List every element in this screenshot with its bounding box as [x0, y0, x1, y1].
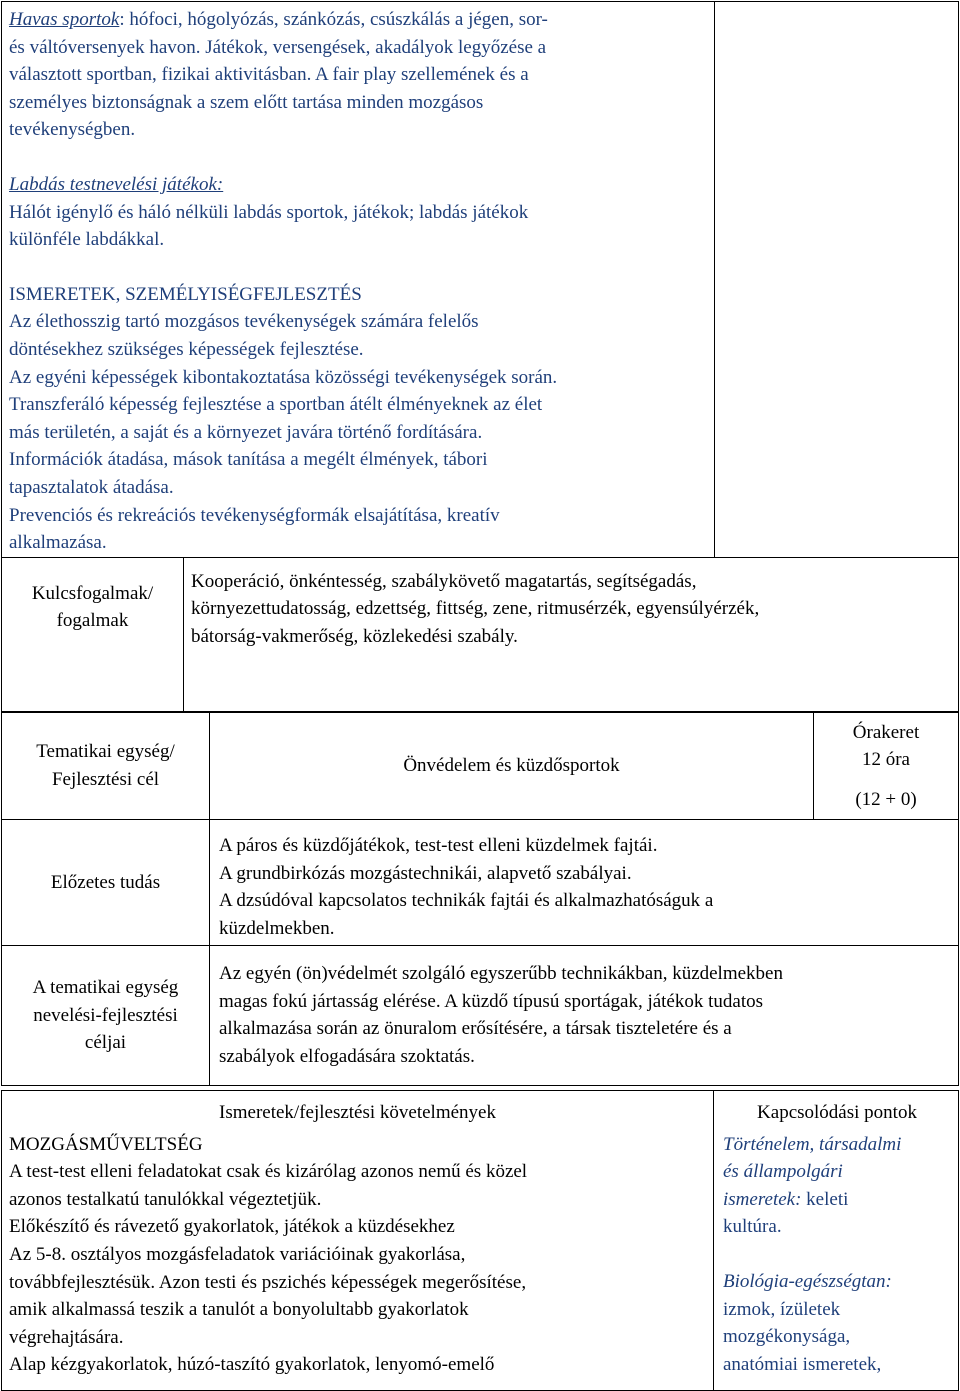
kulcsfogalmak-label-cell — [2, 557, 184, 711]
elozetes-label: Előzetes tudás — [50, 871, 161, 893]
celjai-label-cell — [2, 946, 210, 1086]
empty-cell — [715, 2, 959, 558]
labdas-line: különféle labdákkal. — [9, 229, 165, 251]
celjai-label: A tematikai egység — [32, 977, 179, 999]
celjai-line: Az egyén (ön)védelmét szolgáló egyszerűbb technikákban, küzdelmekben — [219, 963, 783, 984]
kulcsfogalmak-label: fogalmak — [56, 610, 129, 632]
unit-title: Önvédelem és küzdősportok — [403, 755, 620, 777]
havas-line: és váltóversenyek havon. Játékok, versengések, akadályok legyőzése a — [9, 36, 547, 58]
elozetes-content — [210, 820, 959, 946]
labdas-title: Labdás testnevelési játékok: — [9, 173, 224, 195]
labdas-line: Hálót igénylő és háló nélküli labdás sportok, játékok; labdás játékok — [9, 201, 529, 223]
elozetes-line: A grundbirkózás mozgástechnikái, alapvető szabályai. — [219, 862, 632, 884]
elozetes-line: A páros és küzdőjátékok, test-test elleni küzdelmek fajtái. — [219, 835, 658, 856]
connection-biology-line: anatómiai ismeretek, — [723, 1353, 882, 1375]
mozgas-line: A test-test elleni feladatokat csak és kizárólag azonos nemű és közel — [9, 1161, 528, 1183]
kulcsfogalmak-line: bátorság-vakmerőség, közlekedési szabály. — [191, 625, 518, 647]
requirements-cell — [2, 1091, 714, 1391]
havas-text: : hófoci, hógolyózás, szánkózás, csúszkálás a jégen, sor- — [119, 9, 548, 30]
connection-history-text: kultúra. — [723, 1216, 782, 1238]
content-cell — [2, 2, 715, 558]
ismeretek-line: más területén, a saját és a környezet javára történő fordítására. — [9, 421, 483, 443]
connection-biology: Biológia-egészségtan: — [723, 1270, 892, 1292]
celjai-line: magas fokú jártasság elérése. A küzdő típusú sportágak, játékok tudatos — [219, 990, 764, 1012]
orakeret-split: (12 + 0) — [855, 788, 917, 810]
connection-history: és állampolgári — [723, 1161, 843, 1183]
requirements-header: Ismeretek/fejlesztési követelmények — [219, 1102, 496, 1123]
havas-line: személyes biztonságnak a szem előtt tartása minden mozgásos — [9, 91, 484, 113]
connections-header: Kapcsolódási pontok — [757, 1102, 917, 1123]
mozgas-line: azonos testalkatú tanulókkal végeztetjük. — [9, 1188, 322, 1210]
celjai-line: alkalmazása során az önuralom erősítésére, a társak tiszteletére és a — [219, 1018, 732, 1040]
curriculum-table-1 — [1, 1, 959, 712]
mozgas-line: Előkészítő és rávezető gyakorlatok, játékok a küzdésekhez — [9, 1216, 455, 1238]
kulcsfogalmak-label: Kulcsfogalmak/ — [31, 582, 154, 604]
unit-title-cell — [210, 713, 814, 820]
ismeretek-line: Az egyéni képességek kibontakoztatása közösségi tevékenységek során. — [9, 366, 558, 388]
elozetes-line: küzdelmekben. — [219, 917, 335, 939]
orakeret-label: Órakeret — [852, 721, 920, 743]
ismeretek-line: Információk átadása, mások tanítása a megélt élmények, tábori — [9, 449, 488, 471]
orakeret-value: 12 óra — [861, 749, 910, 771]
connection-biology-line: mozgékonysága, — [723, 1326, 851, 1348]
mozgas-line: továbbfejlesztésük. Azon testi és pszichés képességek megerősítése, — [9, 1271, 527, 1293]
connection-history-text: keleti — [801, 1188, 849, 1210]
celjai-line: szabályok elfogadására szoktatás. — [219, 1045, 475, 1067]
elozetes-line: A dzsúdóval kapcsolatos technikák fajtái és alkalmazhatóságuk a — [219, 890, 714, 912]
curriculum-table-3 — [1, 1090, 959, 1391]
tematikai-label-cell — [2, 713, 210, 820]
kulcsfogalmak-content — [184, 557, 959, 711]
mozgas-line: végrehajtására. — [9, 1326, 124, 1348]
tematikai-label: Fejlesztési cél — [51, 769, 160, 790]
mozgas-title: MOZGÁSMŰVELTSÉG — [9, 1133, 203, 1155]
ismeretek-line: Prevenciós és rekreációs tevékenységformák elsajátítása, kreatív — [9, 504, 500, 526]
orakeret-cell — [814, 713, 959, 820]
ismeretek-title: ISMERETEK, SZEMÉLYISÉGFEJLESZTÉS — [9, 283, 362, 305]
mozgas-line: Alap kézgyakorlatok, húzó-taszító gyakorlatok, lenyomó-emelő — [9, 1354, 495, 1376]
ismeretek-line: alkalmazása. — [9, 532, 107, 554]
mozgas-line: amik alkalmassá teszik a tanulót a bonyolultabb gyakorlatok — [9, 1299, 469, 1321]
connections-cell — [714, 1091, 959, 1391]
celjai-content — [210, 946, 959, 1086]
kulcsfogalmak-line: környezettudatosság, edzettség, fittség, zene, ritmusérzék, egyensúlyérzék, — [191, 598, 760, 620]
celjai-label: céljai — [84, 1032, 127, 1054]
havas-title: Havas sportok — [9, 9, 120, 30]
connection-history: ismeretek: — [723, 1188, 802, 1210]
tematikai-label: Tematikai egység/ — [36, 741, 175, 763]
kulcsfogalmak-line: Kooperáció, önkéntesség, szabálykövető magatartás, segítségadás, — [191, 570, 697, 592]
connection-biology-line: izmok, ízületek — [723, 1298, 841, 1320]
celjai-label: nevelési-fejlesztési — [33, 1004, 178, 1026]
connection-history: Történelem, társadalmi — [723, 1133, 902, 1155]
havas-line: tevékenységben. — [9, 119, 136, 141]
ismeretek-line: Transzferáló képesség fejlesztése a sportban átélt élményeknek az élet — [9, 394, 543, 416]
havas-line: választott sportban, fizikai aktivitásban. A fair play szellemének és a — [9, 64, 529, 86]
mozgas-line: Az 5-8. osztályos mozgásfeladatok variációinak gyakorlása, — [9, 1243, 466, 1265]
ismeretek-line: Az élethosszig tartó mozgásos tevékenységek számára felelős — [9, 311, 479, 333]
curriculum-table-2 — [1, 712, 959, 1086]
ismeretek-line: döntésekhez szükséges képességek fejlesztése. — [9, 338, 364, 360]
ismeretek-line: tapasztalatok átadása. — [9, 476, 174, 498]
elozetes-label-cell — [2, 820, 210, 946]
